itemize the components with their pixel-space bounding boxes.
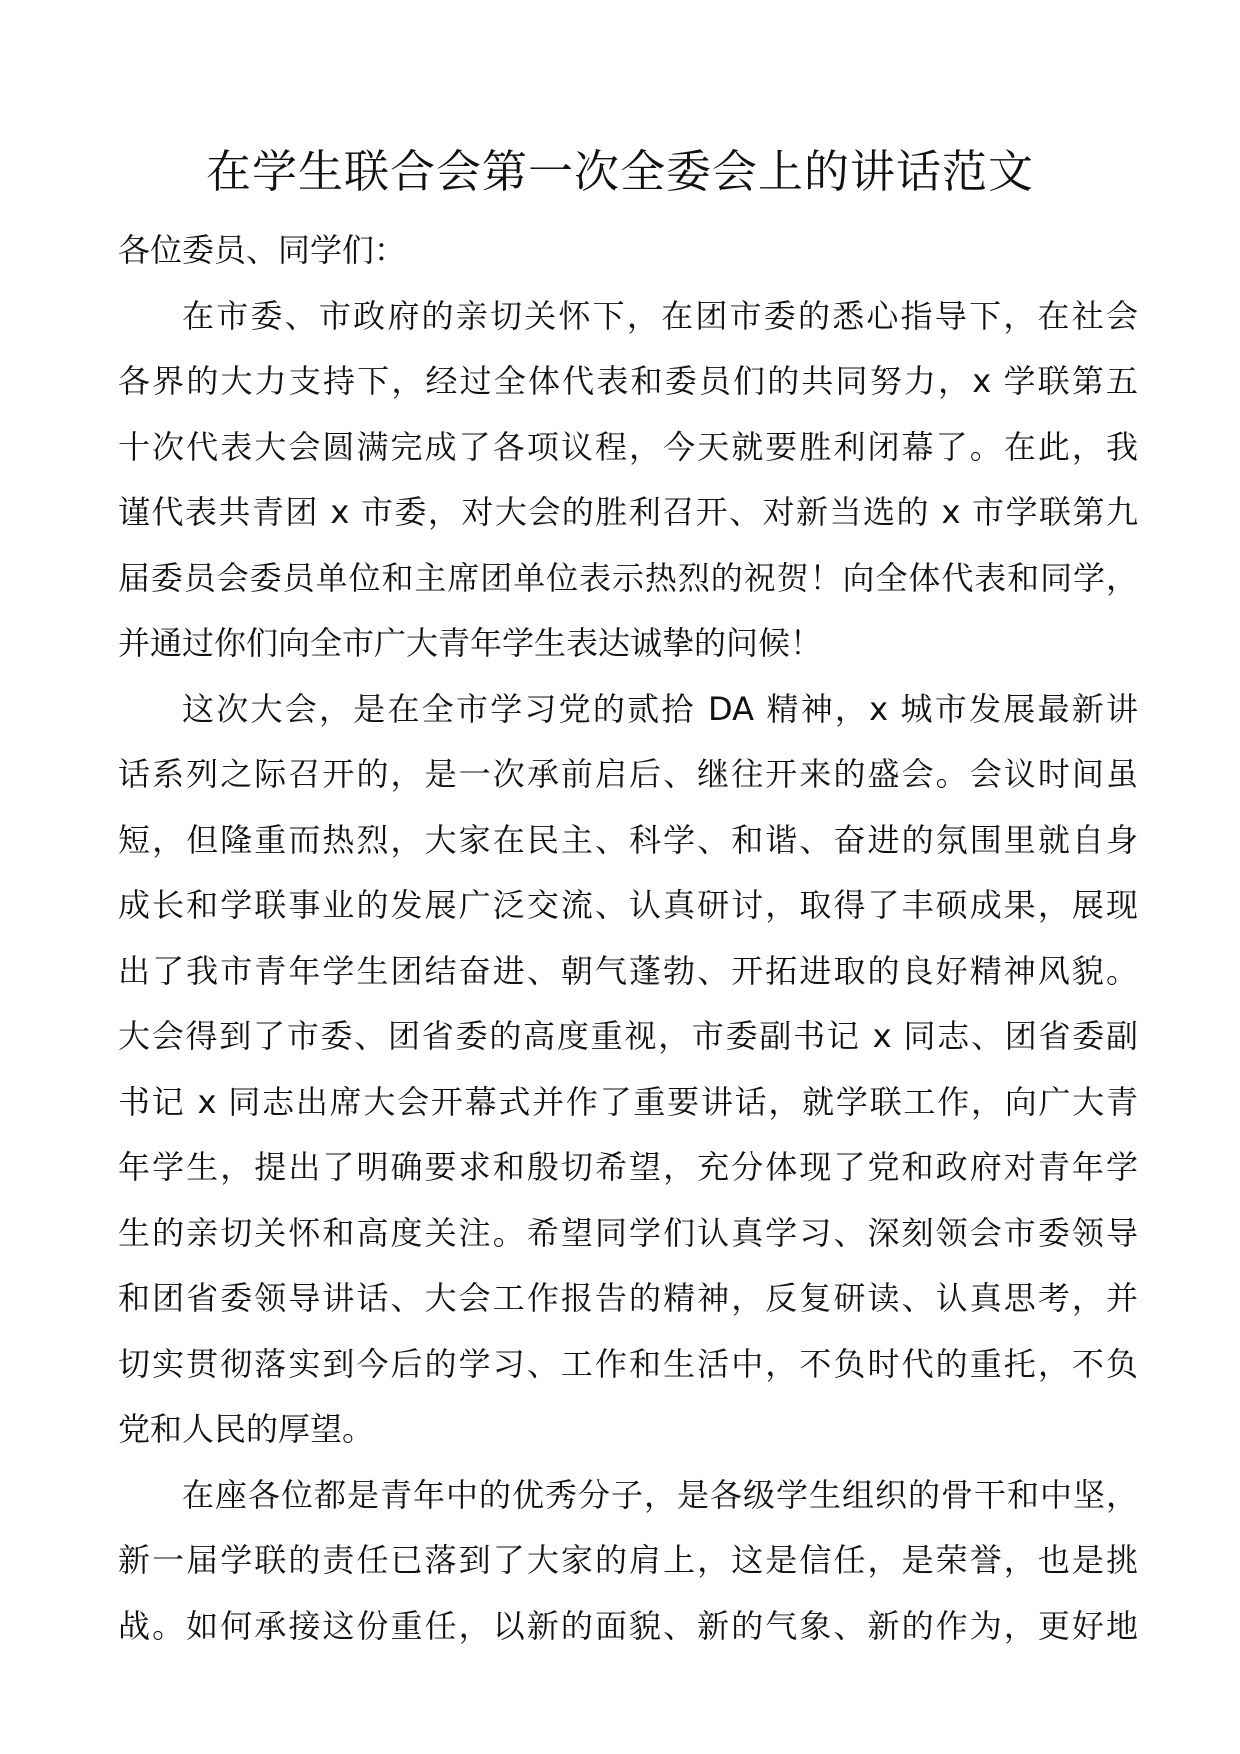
text-line: 这次大会，是在全市学习党的贰拾 DA 精神，x 城市发展最新讲 — [182, 689, 1138, 728]
text-line: 各界的大力支持下，经过全体代表和委员们的共同努力，x 学联第五 — [118, 362, 1138, 400]
document-body — [118, 218, 1138, 1659]
text-line: 切实贯彻落实到今后的学习、工作和生活中，不负时代的重托，不负 — [118, 1344, 1138, 1383]
text-line: 话系列之际召开的，是一次承前启后、继往开来的盛会。会议时间虽 — [118, 755, 1138, 793]
text-line: 短，但隆重而热烈，大家在民主、科学、和谐、奋进的氛围里就自身 — [118, 820, 1138, 859]
text-line: 并通过你们向全市广大青年学生表达诚挚的问候！ — [118, 624, 823, 662]
text-line: 年学生，提出了明确要求和殷切希望，充分体现了党和政府对青年学 — [118, 1148, 1138, 1186]
text-line: 新一届学联的责任已落到了大家的肩上，这是信任，是荣誉，也是挑 — [118, 1541, 1138, 1579]
text-line: 届委员会委员单位和主席团单位表示热烈的祝贺！向全体代表和同学， — [118, 558, 1138, 597]
text-line: 书记 x 同志出席大会开幕式并作了重要讲话，就学联工作，向广大青 — [118, 1082, 1138, 1121]
text-line: 党和人民的厚望。 — [118, 1410, 375, 1448]
text-line: 和团省委领导讲话、大会工作报告的精神，反复研读、认真思考，并 — [118, 1279, 1138, 1317]
document-title: 在学生联合会第一次全委会上的讲话范文 — [205, 145, 1034, 198]
text-line: 战。如何承接这份重任，以新的面貌、新的气象、新的作为，更好地 — [118, 1606, 1138, 1645]
text-line: 在市委、市政府的亲切关怀下，在团市委的悉心指导下，在社会 — [182, 296, 1138, 335]
text-line: 在座各位都是青年中的优秀分子，是各级学生组织的骨干和中坚， — [182, 1475, 1138, 1514]
text-line: 大会得到了市委、团省委的高度重视，市委副书记 x 同志、团省委副 — [118, 1017, 1138, 1055]
text-line: 生的亲切关怀和高度关注。希望同学们认真学习、深刻领会市委领导 — [118, 1213, 1138, 1252]
text-line: 各位委员、同学们： — [118, 231, 407, 269]
text-line: 成长和学联事业的发展广泛交流、认真研讨，取得了丰硕成果，展现 — [118, 886, 1138, 924]
text-line: 十次代表大会圆满完成了各项议程，今天就要胜利闭幕了。在此，我 — [118, 427, 1138, 466]
text-line: 谨代表共青团 x 市委，对大会的胜利召开、对新当选的 x 市学联第九 — [118, 493, 1138, 531]
text-line: 出了我市青年学生团结奋进、朝气蓬勃、开拓进取的良好精神风貌。 — [118, 951, 1138, 990]
